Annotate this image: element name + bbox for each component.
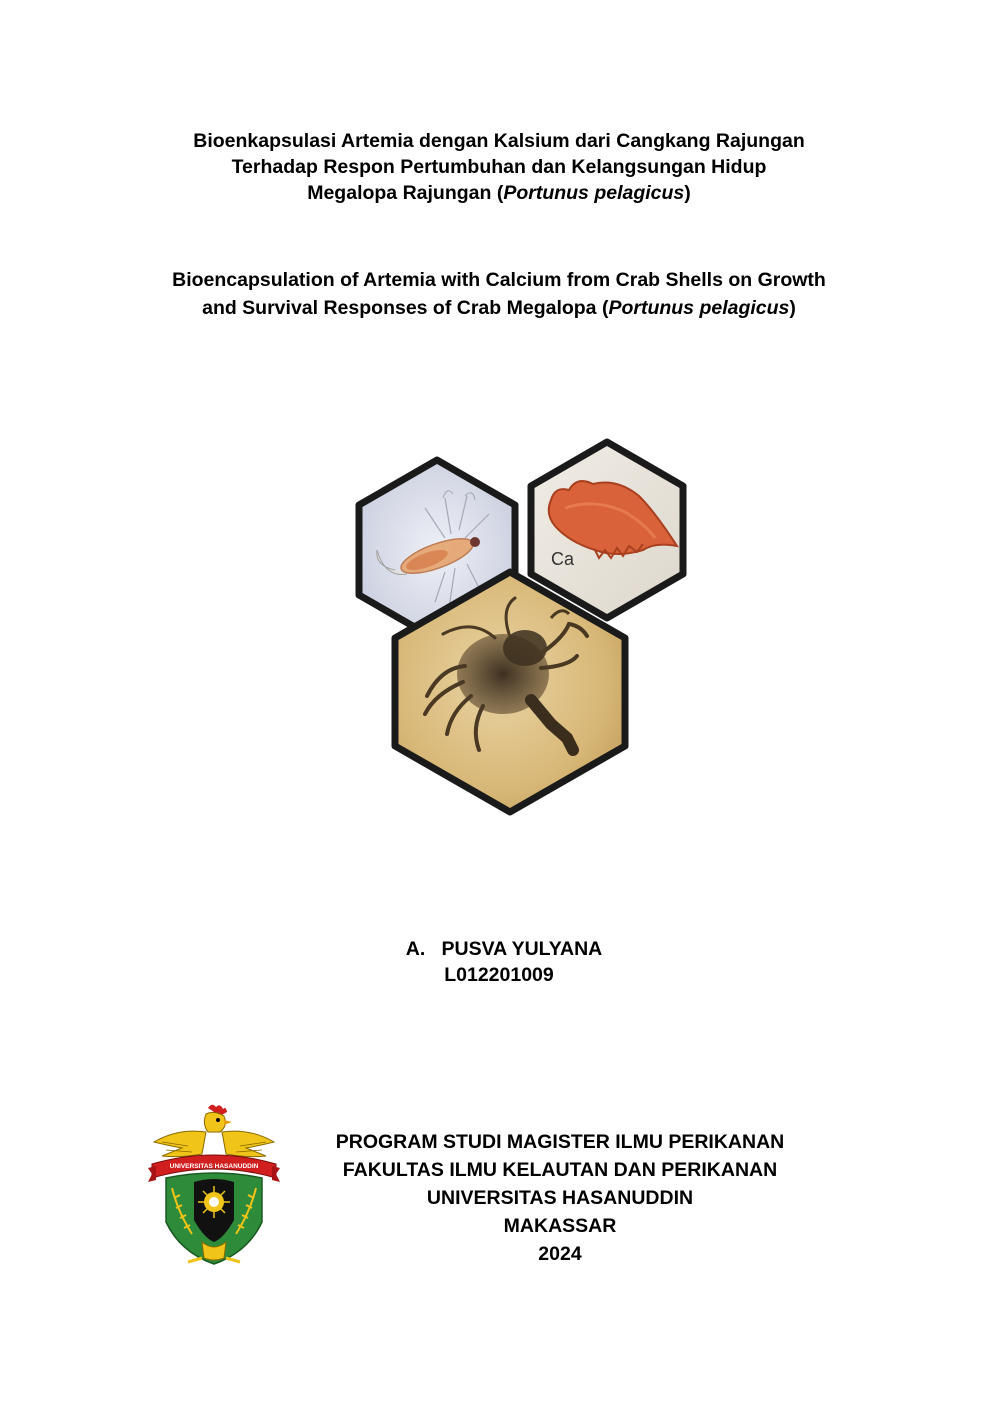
title-en-line-2-suffix: ) xyxy=(789,297,796,319)
title-id-species: Portunus pelagicus xyxy=(503,182,685,204)
author-name: A. PUSVA YULYANA xyxy=(405,938,603,960)
title-english xyxy=(0,266,998,322)
faculty: FAKULTAS ILMU KELAUTAN DAN PERIKANAN xyxy=(342,1159,778,1181)
hexagon-photo-collage xyxy=(355,438,690,818)
student-id: L012201009 xyxy=(444,964,554,986)
title-id-line-3 xyxy=(0,180,998,206)
city: MAKASSAR xyxy=(503,1215,617,1237)
title-id-line-2: Terhadap Respon Pertumbuhan dan Kelangsungan Hidup xyxy=(231,156,767,178)
university-logo xyxy=(148,1102,280,1274)
title-id-line-3-suffix: ) xyxy=(684,182,691,204)
title-en-line-1: Bioencapsulation of Artemia with Calcium from Crab Shells on Growth xyxy=(172,269,826,291)
study-program: PROGRAM STUDI MAGISTER ILMU PERIKANAN xyxy=(335,1131,785,1153)
crab-shell-photo xyxy=(531,442,683,618)
year: 2024 xyxy=(538,1243,582,1265)
calcium-label: Ca xyxy=(551,549,575,569)
title-indonesian xyxy=(0,128,998,206)
institution-block xyxy=(300,1128,820,1268)
university: UNIVERSITAS HASANUDDIN xyxy=(426,1187,694,1209)
title-en-line-2 xyxy=(0,294,998,322)
title-id-line-1: Bioenkapsulasi Artemia dengan Kalsium dari Cangkang Rajungan xyxy=(193,130,805,152)
title-en-line-2-prefix: and Survival Responses of Crab Megalopa ( xyxy=(202,297,609,319)
title-id-line-3-prefix: Megalopa Rajungan ( xyxy=(307,182,504,204)
logo-banner-text: UNIVERSITAS HASANUDDIN xyxy=(169,1163,259,1170)
title-en-species: Portunus pelagicus xyxy=(608,297,790,319)
author-block xyxy=(0,936,998,988)
